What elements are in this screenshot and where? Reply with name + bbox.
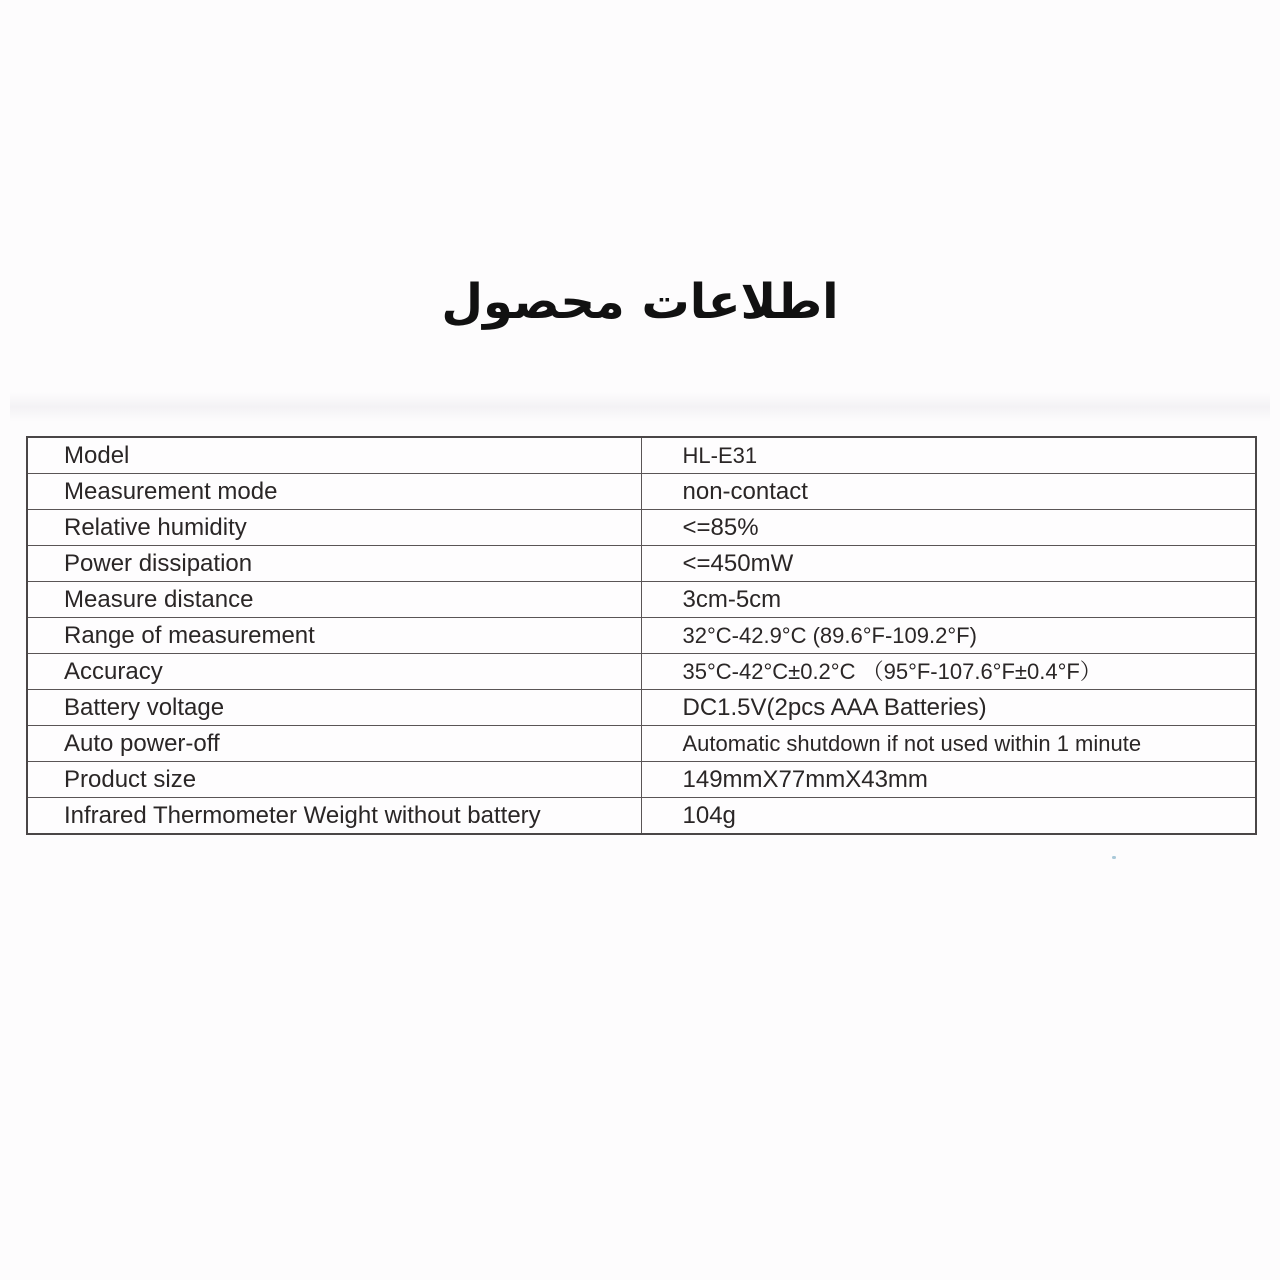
spec-value: <=450mW (641, 546, 1256, 582)
faded-background-band (10, 392, 1270, 422)
table-row (27, 654, 1256, 690)
table-row (27, 618, 1256, 654)
spec-value: 32°C-42.9°C (89.6°F-109.2°F) (641, 618, 1256, 654)
spec-label: Relative humidity (27, 510, 641, 546)
spec-label: Model (27, 437, 641, 474)
spec-value: Automatic shutdown if not used within 1 minute (641, 726, 1256, 762)
spec-value: 104g (641, 798, 1256, 835)
spec-value: 35°C-42°C±0.2°C （95°F-107.6°F±0.4°F） (641, 654, 1256, 690)
page-title: اطلاعات محصول (441, 274, 839, 330)
spec-label: Range of measurement (27, 618, 641, 654)
table-row (27, 474, 1256, 510)
table-row (27, 437, 1256, 474)
spec-value: non-contact (641, 474, 1256, 510)
product-spec-table (26, 436, 1257, 835)
table-row (27, 546, 1256, 582)
spec-value: 3cm-5cm (641, 582, 1256, 618)
table-row (27, 690, 1256, 726)
spec-label: Battery voltage (27, 690, 641, 726)
spec-value: 149mmX77mmX43mm (641, 762, 1256, 798)
table-row (27, 582, 1256, 618)
spec-label: Product size (27, 762, 641, 798)
table-row (27, 762, 1256, 798)
table-row (27, 798, 1256, 835)
spec-label: Accuracy (27, 654, 641, 690)
spec-label: Measurement mode (27, 474, 641, 510)
spec-value: <=85% (641, 510, 1256, 546)
table-row (27, 510, 1256, 546)
spec-label: Measure distance (27, 582, 641, 618)
spec-label: Power dissipation (27, 546, 641, 582)
spec-label: Auto power-off (27, 726, 641, 762)
spec-label: Infrared Thermometer Weight without battery (27, 798, 641, 835)
table-row (27, 726, 1256, 762)
spec-value: HL-E31 (641, 437, 1256, 474)
spec-value: DC1.5V(2pcs AAA Batteries) (641, 690, 1256, 726)
scan-artifact-dot (1112, 856, 1116, 859)
